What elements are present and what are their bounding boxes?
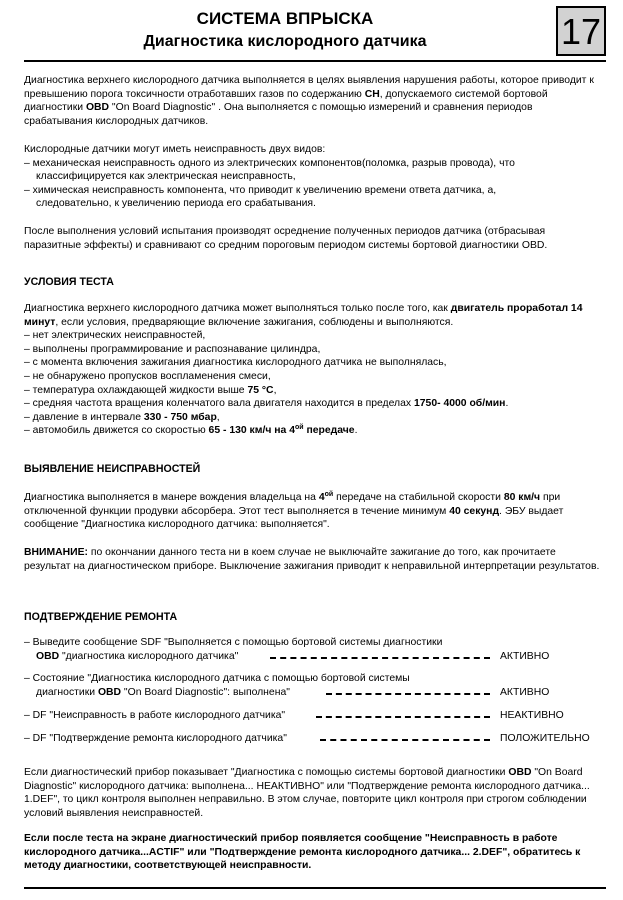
repair-row-text: – Состояние "Диагностика кислородного датчика с помощью бортовой системы: [24, 673, 410, 684]
list-item: – не обнаружено пропусков воспламенения смеси,: [24, 370, 271, 382]
faults-heading: ВЫЯВЛЕНИЕ НЕИСПРАВНОСТЕЙ: [24, 463, 201, 475]
intro-text: Диагностика верхнего кислородного датчика выполняется в целях выявления нарушения работы, которое приводит к превышению порога токсичности отработавших газов по содержанию: [24, 75, 594, 100]
intro-paragraph-2: [24, 143, 602, 211]
list-item-continuation: классифицируется как электрическая неисправность,: [36, 171, 296, 183]
intro-ch: CH: [364, 88, 380, 100]
list-item-value: 330 - 750 мбар: [143, 411, 217, 423]
repair-row-label: [24, 636, 442, 663]
list-item-value: передаче: [303, 425, 355, 437]
repair-row-label: – DF "Подтверждение ремонта кислородного датчика": [24, 733, 287, 744]
footer-rule: [24, 887, 606, 889]
repair-row-obd: OBD: [36, 650, 60, 662]
faults-text: при отключенной функции продувки абсорбера. Этот тест выполняется в течение минимум: [24, 492, 561, 517]
conditions-list: [24, 302, 602, 438]
repair-row-text: – Выведите сообщение SDF "Выполняется с помощью бортовой системы диагностики: [24, 637, 443, 648]
repair-row-2: [24, 672, 606, 700]
list-item: [24, 384, 602, 398]
repair-heading: ПОДТВЕРЖДЕНИЕ РЕМОНТА: [24, 611, 178, 623]
list-item: – нет электрических неисправностей,: [24, 330, 206, 342]
list-item: – химическая неисправность компонента, что приводит к увеличению времени ответа датчика, а,: [24, 184, 497, 196]
repair-row-obd: OBD: [97, 686, 122, 698]
intro-text: , допускаемого системой бортовой диагностики: [24, 88, 548, 114]
ordinal-suffix: ой: [294, 424, 304, 432]
list-item-text: – автомобиль движется со скоростью: [24, 425, 209, 437]
repair-row-status: АКТИВНО: [500, 687, 550, 699]
faults-bold: 4: [318, 492, 325, 503]
list-item-continuation: следовательно, к увеличению периода его срабатывания.: [36, 198, 316, 210]
list-item-text: .: [354, 425, 358, 437]
faults-text: передаче на стабильной скорости: [333, 492, 504, 503]
repair-row-4: [24, 732, 606, 746]
repair-row-label: [24, 672, 410, 699]
intro-paragraph-1: [24, 74, 602, 128]
repair-text: "On Board Diagnostic" кислородного датчика: выполнена... НЕАКТИВНО" или "Подтверждение ремонта кислородного датчика... 1.DEF", то цикл контроля выполнен неправильно. В этом случае, повторите цикл контроля при строгом соблюдении условий выявления неисправностей.: [24, 767, 590, 819]
intro-lead: Кислородные датчики могут иметь неисправность двух видов:: [24, 144, 326, 155]
faults-paragraph: [24, 491, 602, 532]
final-note: Если после теста на экране диагностический прибор появляется сообщение "Неисправность в работе кислородного датчика...ACTIF" или "Подтверждение ремонта кислородного датчика... 2.DEF", обратитесь к методу диагностики, соответствующей неисправности.: [24, 833, 581, 872]
conditions-heading: УСЛОВИЯ ТЕСТА: [24, 276, 114, 288]
faults-text: . ЭБУ выдает сообщение "Диагностика кислородного датчика: выполняется".: [24, 505, 564, 531]
leader-dots: [320, 739, 490, 741]
conditions-lead: [24, 302, 602, 329]
repair-row-label: – DF "Неисправность в работе кислородного датчика": [24, 710, 286, 721]
list-item-text: – средняя частота вращения коленчатого вала двигателя находится в пределах: [24, 398, 414, 410]
list-item: – механическая неисправность одного из электрических компонентов(поломка, разрыв провода), что: [24, 157, 515, 169]
repair-row-text: диагностики: [36, 686, 98, 698]
page-title: СИСТЕМА ВПРЫСКА: [196, 9, 374, 28]
list-item-text: ,: [273, 384, 277, 396]
repair-row-status: ПОЛОЖИТЕЛЬНО: [500, 733, 590, 745]
conditions-lead-text: Диагностика верхнего кислородного датчика может выполняться только после того, как: [24, 303, 451, 314]
header-rule: [24, 60, 606, 62]
list-item-text: – давление в интервале: [24, 411, 144, 423]
repair-obd: OBD: [508, 767, 532, 778]
list-item: [24, 424, 602, 438]
conditions-lead-bold: двигатель проработал 14 минут: [24, 303, 583, 328]
repair-row-text: "On Board Diagnostic": выполнена": [121, 686, 290, 698]
list-item: [24, 411, 602, 425]
list-item-text: – температура охлаждающей жидкости выше: [24, 384, 248, 396]
intro-obd: OBD: [85, 102, 110, 114]
repair-paragraph: [24, 766, 602, 820]
repair-row-status: НЕАКТИВНО: [500, 710, 564, 722]
faults-bold: 80 км/ч: [503, 492, 541, 503]
list-item: – с момента включения зажигания диагностика кислородного датчика не выполнялась,: [24, 357, 447, 369]
repair-row-1: [24, 636, 606, 664]
intro-paragraph-3: После выполнения условий испытания производят осреднение полученных периодов датчика (отбрасывая паразитные эффекты) и сравнивают со средним пороговым периодом системы бортовой диагностики OBD.: [24, 226, 548, 251]
list-item-value: 65 - 130 км/ч на 4: [208, 425, 295, 437]
faults-text: Диагностика выполняется в манере вождения владельца на: [24, 492, 319, 503]
leader-dots: [326, 693, 490, 695]
warning-paragraph: [24, 546, 602, 573]
list-item: – выполнены программирование и распознавание цилиндра,: [24, 343, 321, 355]
list-item-value: 75 °C: [247, 384, 274, 396]
list-item: [24, 397, 602, 411]
list-item-text: .: [505, 398, 509, 410]
list-item-text: ,: [216, 411, 220, 423]
repair-row-3: [24, 709, 606, 723]
repair-row-status: АКТИВНО: [500, 651, 550, 663]
leader-dots: [270, 657, 490, 659]
section-number-badge: 17: [556, 6, 606, 56]
repair-text: Если диагностический прибор показывает "Диагностика с помощью системы бортовой диагностики: [24, 767, 509, 778]
page-subtitle: Диагностика кислородного датчика: [143, 33, 427, 50]
repair-row-text: "диагностика кислородного датчика": [59, 650, 239, 662]
intro-text: "On Board Diagnostic" . Она выполняется с помощью измерений и сравнения периодов срабатывания кислородных датчиков.: [24, 102, 533, 127]
leader-dots: [316, 716, 490, 718]
faults-bold: 40 секунд: [449, 505, 500, 517]
conditions-lead-text: , если условия, предваряющие включение зажигания, соблюдены и выполняются.: [55, 316, 454, 328]
ordinal-suffix: ой: [324, 491, 334, 498]
warning-text: по окончании данного теста ни в коем случае не выключайте зажигание до того, как прочитаете результат на диагностическом приборе. Выключение зажигания приводит к неправильной интерпретации результатов.: [24, 547, 600, 572]
list-item-value: 1750- 4000 об/мин: [413, 398, 506, 410]
warning-label: ВНИМАНИЕ:: [24, 547, 88, 558]
